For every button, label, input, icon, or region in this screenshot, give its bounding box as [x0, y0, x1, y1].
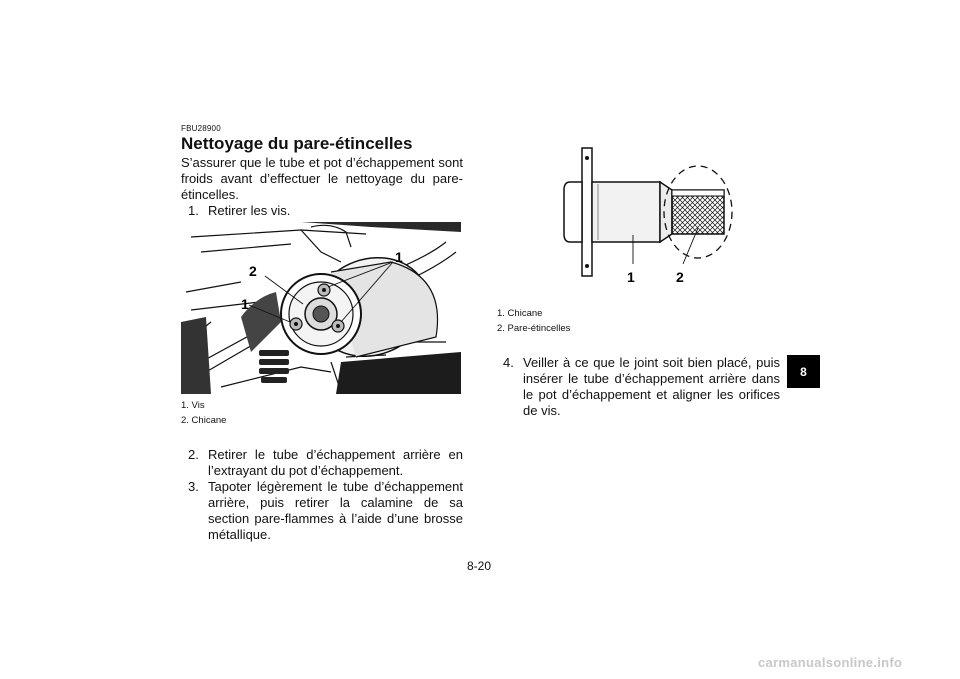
callout-2: 2: [676, 269, 684, 285]
step-number: 4.: [503, 355, 514, 370]
intro-paragraph: S’assurer que le tube et pot d’échappement sont froids avant d’effectuer le nettoyage du pare-étincelles.: [181, 155, 463, 202]
callout-1: 1: [241, 296, 249, 312]
section-title: Nettoyage du pare-étincelles: [181, 134, 413, 153]
step-1: [188, 203, 463, 219]
caption-item: 1. Vis: [181, 400, 205, 411]
page-number: 8-20: [467, 559, 492, 573]
caption-item: 1. Chicane: [497, 308, 543, 319]
step-number: 1.: [188, 203, 199, 218]
step-text: Retirer le tube d’échappement arrière en l’extrayant du pot d’échappement.: [208, 447, 463, 478]
step-text: Retirer les vis.: [208, 203, 291, 218]
caption-item: 2. Pare-étincelles: [497, 323, 571, 334]
section-code: FBU28900: [181, 124, 221, 133]
footer-watermark[interactable]: carmanualsonline.info: [758, 655, 903, 670]
step-number: 3.: [188, 479, 199, 494]
exhaust-photo-illustration: [181, 222, 461, 394]
chapter-tab: 8: [787, 355, 820, 388]
caption-item: 2. Chicane: [181, 415, 227, 426]
figure2-captions: [497, 306, 570, 336]
spark-arrester-diagram: [550, 140, 750, 290]
step-2: [188, 447, 463, 479]
step-text: Tapoter légèrement le tube d’échappement arrière, puis retirer la calamine de sa section pare-flammes à l’aide d’une brosse métallique.: [208, 479, 463, 542]
callout-1: 1: [627, 269, 635, 285]
step-3: [188, 479, 463, 543]
callout-1: 1: [395, 249, 403, 265]
step-text: Veiller à ce que le joint soit bien placé, puis insérer le tube d’échappement arrière dans le pot d’échappement et aligner les orifices de vis.: [523, 355, 780, 418]
figure1-captions: [181, 398, 226, 428]
step-number: 2.: [188, 447, 199, 462]
step-4: [503, 355, 780, 419]
callout-2: 2: [249, 263, 257, 279]
